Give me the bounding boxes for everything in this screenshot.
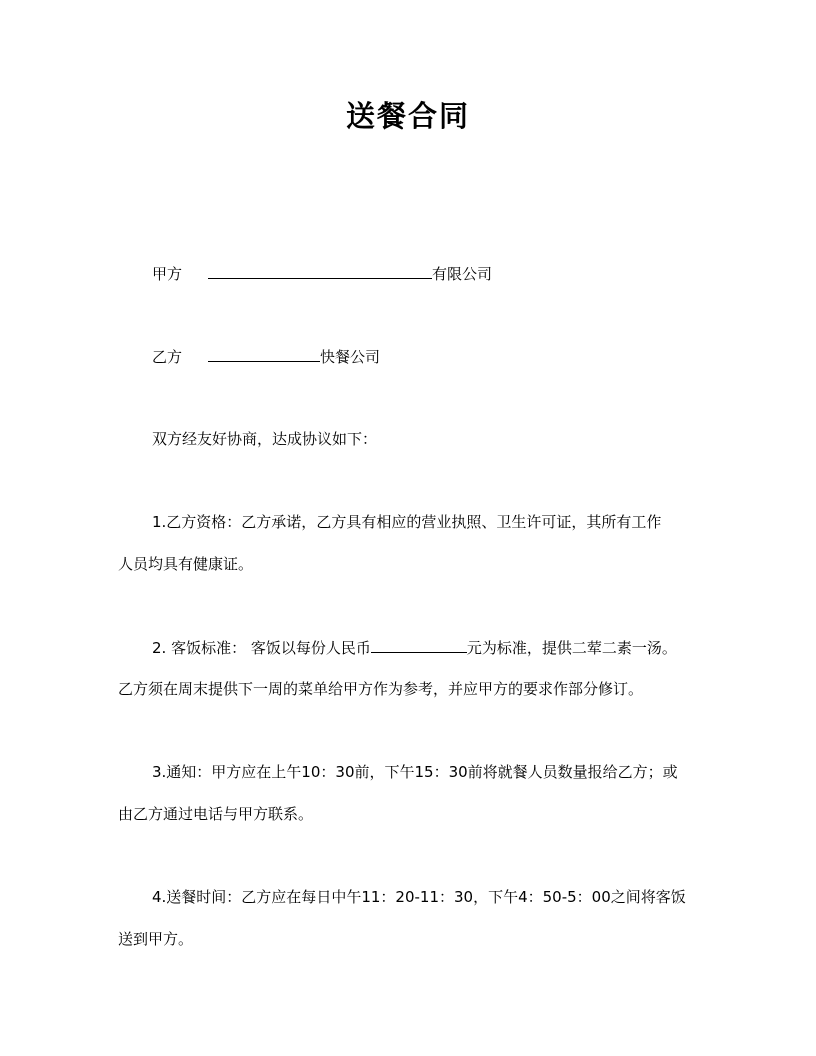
party-a-label: 甲方 bbox=[152, 265, 183, 283]
party-b-suffix: 快餐公司 bbox=[320, 348, 381, 366]
clause-1-line-1: 1.乙方资格：乙方承诺，乙方具有相应的营业执照、卫生许可证，其所有工作 bbox=[152, 513, 662, 531]
clause-3-line-1: 3.通知：甲方应在上午10：30前，下午15：30前将就餐人员数量报给乙方；或 bbox=[152, 763, 678, 781]
clause-2-line-1 bbox=[152, 636, 677, 659]
party-b-label: 乙方 bbox=[152, 348, 183, 366]
party-a-suffix: 有限公司 bbox=[432, 265, 493, 283]
clause-2-line-2: 乙方须在周末提供下一周的菜单给甲方作为参考，并应甲方的要求作部分修订。 bbox=[118, 680, 644, 698]
party-a-name-blank[interactable] bbox=[208, 262, 432, 279]
intro-paragraph: 双方经友好协商，达成协议如下： bbox=[152, 430, 378, 448]
clause-2-text-after: 元为标准，提供二荤二素一汤。 bbox=[466, 639, 677, 657]
clause-3-line-2: 由乙方通过电话与甲方联系。 bbox=[118, 805, 314, 823]
party-a-line bbox=[152, 262, 492, 285]
clause-4-line-2: 送到甲方。 bbox=[118, 930, 194, 948]
clause-1-line-2: 人员均具有健康证。 bbox=[118, 555, 254, 573]
meal-price-blank[interactable] bbox=[371, 636, 467, 653]
document-title: 送餐合同 bbox=[345, 99, 470, 133]
clause-2-text-before: 2. 客饭标准： 客饭以每份人民币 bbox=[152, 639, 371, 657]
clause-4-line-1: 4.送餐时间：乙方应在每日中午11：20-11：30，下午4：50-5：00之间将客饭 bbox=[152, 888, 686, 906]
party-b-name-blank[interactable] bbox=[208, 345, 320, 362]
party-b-line bbox=[152, 345, 380, 368]
